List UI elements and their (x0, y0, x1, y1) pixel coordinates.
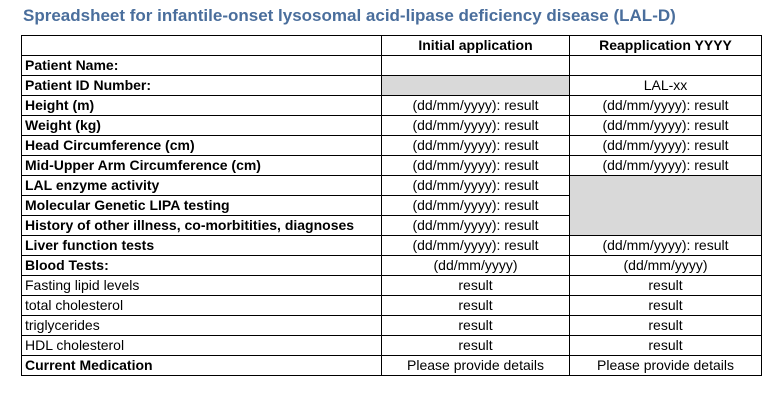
table-row (22, 316, 762, 336)
table-row (22, 356, 762, 376)
cell-initial[interactable]: Please provide details (382, 356, 570, 376)
cell-reapplication[interactable]: (dd/mm/yyyy): result (570, 96, 762, 116)
cell-initial[interactable] (382, 56, 570, 76)
table-row (22, 116, 762, 136)
row-label: Height (m) (22, 96, 382, 116)
row-label: Fasting lipid levels (22, 276, 382, 296)
table-row (22, 156, 762, 176)
header-blank-cell (22, 36, 382, 56)
table-row (22, 256, 762, 276)
cell-initial[interactable]: result (382, 276, 570, 296)
row-label: History of other illness, co-morbitities, diagnoses (22, 216, 382, 236)
table-row (22, 96, 762, 116)
row-label: Liver function tests (22, 236, 382, 256)
lal-d-spreadsheet (21, 35, 762, 376)
row-label: Mid-Upper Arm Circumference (cm) (22, 156, 382, 176)
cell-initial[interactable]: (dd/mm/yyyy): result (382, 116, 570, 136)
table-row (22, 236, 762, 256)
cell-reapplication[interactable]: Please provide details (570, 356, 762, 376)
row-label: Head Circumference (cm) (22, 136, 382, 156)
table-row (22, 296, 762, 316)
cell-reapplication[interactable]: result (570, 296, 762, 316)
cell-initial[interactable]: result (382, 336, 570, 356)
cell-reapplication[interactable]: result (570, 336, 762, 356)
cell-initial[interactable]: (dd/mm/yyyy): result (382, 176, 570, 196)
table-row (22, 176, 762, 196)
cell-initial[interactable]: result (382, 296, 570, 316)
row-label: HDL cholesterol (22, 336, 382, 356)
row-label: Weight (kg) (22, 116, 382, 136)
row-label: Current Medication (22, 356, 382, 376)
cell-reapplication[interactable]: LAL-xx (570, 76, 762, 96)
row-label: Patient ID Number: (22, 76, 382, 96)
cell-reapplication[interactable]: (dd/mm/yyyy): result (570, 236, 762, 256)
row-label: Blood Tests: (22, 256, 382, 276)
cell-initial[interactable]: (dd/mm/yyyy): result (382, 136, 570, 156)
cell-initial[interactable]: (dd/mm/yyyy): result (382, 216, 570, 236)
column-header-initial: Initial application (382, 36, 570, 56)
cell-initial[interactable]: (dd/mm/yyyy): result (382, 236, 570, 256)
table-row (22, 136, 762, 156)
cell-initial[interactable]: result (382, 316, 570, 336)
cell-reapplication[interactable]: (dd/mm/yyyy): result (570, 116, 762, 136)
cell-reapplication[interactable] (570, 56, 762, 76)
column-header-reapplication: Reapplication YYYY (570, 36, 762, 56)
cell-reapplication[interactable]: result (570, 316, 762, 336)
row-label: total cholesterol (22, 296, 382, 316)
row-label: LAL enzyme activity (22, 176, 382, 196)
table-row (22, 56, 762, 76)
cell-reapplication[interactable]: (dd/mm/yyyy): result (570, 156, 762, 176)
cell-initial[interactable]: (dd/mm/yyyy): result (382, 96, 570, 116)
table-row (22, 76, 762, 96)
cell-reapplication[interactable]: (dd/mm/yyyy): result (570, 136, 762, 156)
row-label: Patient Name: (22, 56, 382, 76)
cell-initial[interactable]: (dd/mm/yyyy) (382, 256, 570, 276)
table-row (22, 276, 762, 296)
cell-reapplication[interactable]: result (570, 276, 762, 296)
table-row (22, 336, 762, 356)
row-label: triglycerides (22, 316, 382, 336)
page-title: Spreadsheet for infantile-onset lysosomal acid-lipase deficiency disease (LAL-D) (23, 6, 676, 25)
cell-initial[interactable]: (dd/mm/yyyy): result (382, 196, 570, 216)
row-label: Molecular Genetic LIPA testing (22, 196, 382, 216)
header-row (22, 36, 762, 56)
cell-reapplication[interactable]: (dd/mm/yyyy) (570, 256, 762, 276)
cell-initial-shaded (382, 76, 570, 96)
cell-reapplication-shaded (570, 176, 762, 236)
cell-initial[interactable]: (dd/mm/yyyy): result (382, 156, 570, 176)
